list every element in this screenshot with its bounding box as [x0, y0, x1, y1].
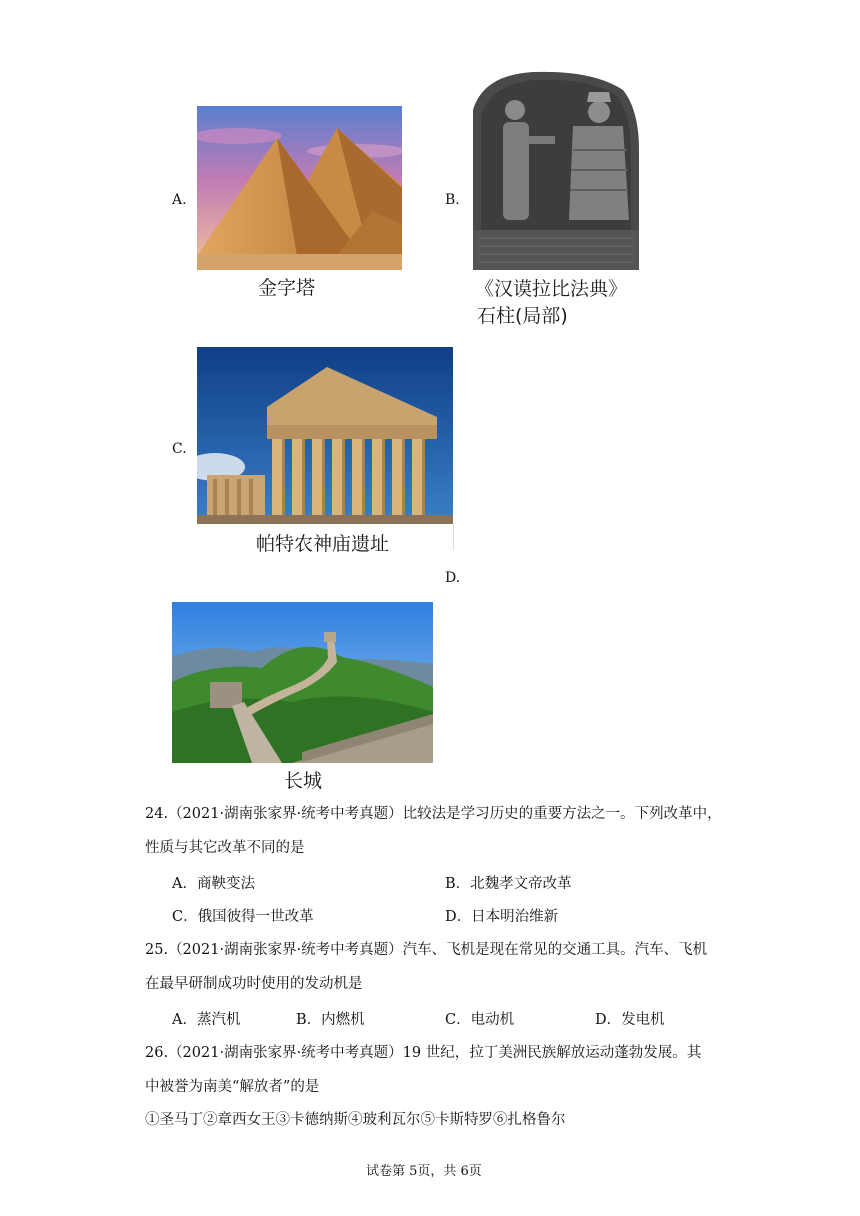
question-25-line2: 在最早研制成功时使用的发动机是: [145, 976, 363, 992]
question-stem-line1: （2021·湖南张家界·统考中考真题）汽车、飞机是现在常见的交通工具。汽车、飞机: [168, 942, 708, 958]
option-c-letter: C.: [172, 441, 187, 457]
option-c-caption: 帕特农神庙遗址: [256, 533, 390, 555]
question-26-line2: 中被誉为南美“解放者”的是: [145, 1079, 320, 1095]
option-b-letter: B.: [445, 192, 460, 208]
question-25-choice-d[interactable]: D．发电机: [595, 1012, 665, 1028]
question-24-choice-b[interactable]: B．北魏孝文帝改革: [445, 876, 572, 892]
pyramid-image: [197, 106, 402, 270]
question-24-line2: 性质与其它改革不同的是: [145, 840, 305, 856]
question-25-choice-b[interactable]: B．内燃机: [296, 1012, 365, 1028]
page-footer: 试卷第 5页，共 6页: [366, 1164, 482, 1179]
question-24-choice-a[interactable]: A．商鞅变法: [172, 876, 255, 892]
question-24-choice-c[interactable]: C．俄国彼得一世改革: [172, 909, 314, 925]
question-25: [145, 933, 707, 967]
question-stem-line1: （2021·湖南张家界·统考中考真题）比较法是学习历史的重要方法之一。下列改革中，: [168, 806, 722, 822]
question-stem-line1: （2021·湖南张家界·统考中考真题）19 世纪，拉丁美洲民族解放运动蓬勃发展。其: [168, 1045, 702, 1061]
option-d-letter: D.: [445, 570, 461, 586]
parthenon-image: [197, 347, 453, 524]
question-25-choice-a[interactable]: A．蒸汽机: [172, 1012, 241, 1028]
option-d-caption: 长城: [284, 770, 323, 792]
option-b-caption-line2: 石柱(局部): [477, 305, 568, 327]
question-number: 25.: [145, 942, 169, 958]
hammurabi-stele-image: [473, 70, 639, 270]
option-a-caption: 金字塔: [258, 277, 316, 299]
question-26: [145, 1036, 701, 1070]
option-b-caption-line1: 《汉谟拉比法典》: [475, 278, 628, 300]
question-number: 26.: [145, 1045, 169, 1061]
question-24: [145, 797, 722, 831]
great-wall-image: [172, 602, 433, 763]
question-26-options-line: ①圣马丁②章西女王③卡德纳斯④玻利瓦尔⑤卡斯特罗⑥扎格鲁尔: [145, 1112, 566, 1128]
question-number: 24.: [145, 806, 169, 822]
question-25-choice-c[interactable]: C．电动机: [445, 1012, 515, 1028]
option-a-letter: A.: [172, 192, 187, 208]
question-24-choice-d[interactable]: D．日本明治维新: [445, 909, 559, 925]
